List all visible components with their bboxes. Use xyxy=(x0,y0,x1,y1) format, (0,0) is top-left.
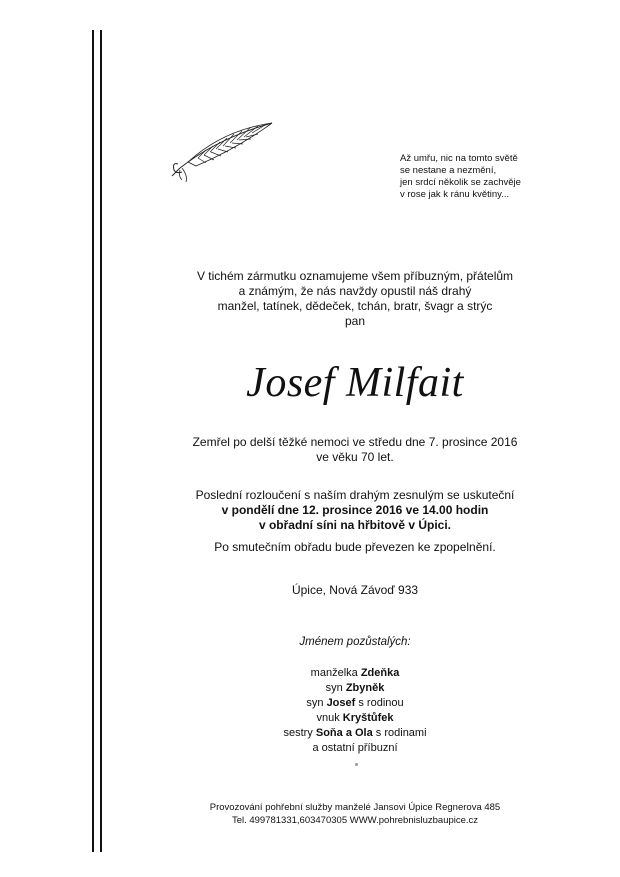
mourner-item: vnuk Kryštůfek xyxy=(316,712,394,724)
on-behalf-label: Jménem pozůstalých: xyxy=(299,636,411,648)
address: Úpice, Nová Závoď 933 xyxy=(291,583,419,597)
footer-contact: Tel. 499781331,603470305 WWW.pohrebnisluzbaupice.cz xyxy=(231,815,479,826)
cremation-note: Po smutečním obřadu bude převezen ke zpopelnění. xyxy=(214,540,496,554)
announcement-line: V tichém zármutku oznamujeme všem příbuzným, přátelům xyxy=(196,269,514,283)
farewell-info xyxy=(110,488,600,533)
quote-line: jen srdcí několik se zachvěje xyxy=(400,177,521,188)
death-notice xyxy=(110,435,600,465)
footer-line: Provozování pohřební služby manželé Jansovi Úpice Regnerova 485 xyxy=(209,802,501,813)
mourner-item: a ostatní příbuzní xyxy=(312,742,398,754)
farewell-date: v pondělí dne 12. prosince 2016 ve 14.00 hodin xyxy=(221,503,489,517)
mourner-item: sestry Soňa a Ola s rodinami xyxy=(283,727,427,739)
left-border-line xyxy=(92,30,94,852)
death-notice-line: ve věku 70 let. xyxy=(316,450,394,464)
feather-icon xyxy=(168,118,278,184)
deceased-name: Josef Milfait xyxy=(246,360,464,406)
decorative-dot xyxy=(355,763,358,766)
poem-quote xyxy=(400,153,600,201)
death-notice-line: Zemřel po delší těžké nemoci ve středu dne 7. prosince 2016 xyxy=(192,435,518,449)
left-border-line-inner xyxy=(100,30,102,852)
quote-line: v rose jak k ránu květiny... xyxy=(400,189,510,200)
quote-line: Až umřu, nic na tomto světě xyxy=(400,153,518,164)
announcement-line: pan xyxy=(344,314,366,328)
footer-info xyxy=(110,801,600,827)
farewell-line: Poslední rozloučení s naším drahým zesnulým se uskuteční xyxy=(195,488,515,502)
mourner-item: syn Josef s rodinou xyxy=(306,697,404,709)
quote-line: se nestane a nezmění, xyxy=(400,165,497,176)
announcement-line: manžel, tatínek, dědeček, tchán, bratr, švagr a strýc xyxy=(217,299,493,313)
announcement-line: a známým, že nás navždy opustil náš drahý xyxy=(238,284,472,298)
mourners-list xyxy=(110,666,600,756)
farewell-place: v obřadní síni na hřbitově v Úpici. xyxy=(258,518,452,532)
announcement-text xyxy=(110,269,600,329)
mourner-item: syn Zbyněk xyxy=(325,682,385,694)
mourner-item: manželka Zdeňka xyxy=(310,667,400,679)
